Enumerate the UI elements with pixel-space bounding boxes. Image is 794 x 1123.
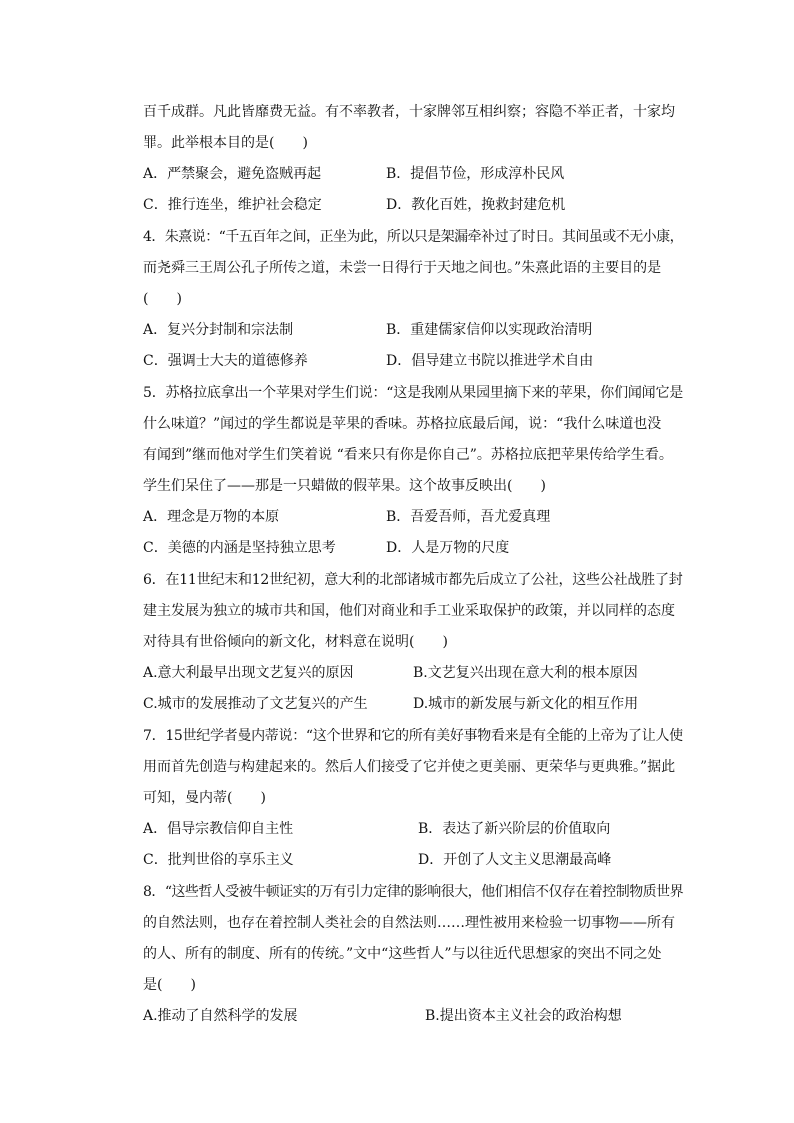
question-6-option-a: A.意大利最早出现文艺复兴的原因 <box>143 665 354 681</box>
question-7-line-2: 用而首先创造与构建起来的。然后人们接受了它并使之更美丽、更荣华与更典雅。”据此 <box>143 759 676 775</box>
question-5-option-c: C．美德的内涵是坚持独立思考 <box>143 540 336 556</box>
question-3-option-c: C．推行连坐，维护社会稳定 <box>143 197 322 213</box>
question-5-option-a: A．理念是万物的本原 <box>143 509 280 525</box>
question-3-option-b: B．提倡节俭，形成淳朴民风 <box>386 166 565 182</box>
question-4-line-1: 4．朱熹说：“千五百年之间，正坐为此，所以只是架漏牵补过了时日。其间虽或不无小康， <box>143 229 684 245</box>
question-4-option-a: A．复兴分封制和宗法制 <box>143 322 294 338</box>
question-4-line-2: 而尧舜三王周公孔子所传之道，未尝一日得行于天地之间也。”朱熹此语的主要目的是 <box>143 260 662 276</box>
question-6-option-b: B.文艺复兴出现在意大利的根本原因 <box>413 665 638 681</box>
question-5-line-3: 有闻到”继而他对学生们笑着说 “看来只有你是你自己”。苏格拉底把苹果传给学生看。 <box>143 447 673 463</box>
question-5-line-4: 学生们呆住了——那是一只蜡做的假苹果。这个故事反映出( ) <box>143 478 546 494</box>
question-4-option-b: B．重建儒家信仰以实现政治清明 <box>386 322 593 338</box>
question-8-option-a: A.推动了自然科学的发展 <box>143 1008 298 1024</box>
question-6-line-2: 建主发展为独立的城市共和国，他们对商业和手工业采取保护的政策，并以同样的态度 <box>143 603 675 619</box>
question-8-line-1: 8．“这些哲人受被牛顿证实的万有引力定律的影响很大，他们相信不仅存在着控制物质世界 <box>143 884 684 900</box>
question-3-line-1: 百千成群。凡此皆靡费无益。有不率教者，十家牌邻互相纠察；容隐不举正者，十家均 <box>143 104 675 120</box>
question-8-option-b: B.提出资本主义社会的政治构想 <box>425 1008 622 1024</box>
question-7-option-c: C．批判世俗的享乐主义 <box>143 852 294 868</box>
question-6-option-c: C.城市的发展推动了文艺复兴的产生 <box>143 696 368 712</box>
question-6-line-3: 对待具有世俗倾向的新文化，材料意在说明( ) <box>143 634 448 650</box>
question-4-option-d: D．倡导建立书院以推进学术自由 <box>386 353 594 369</box>
question-3-line-2: 罪。此举根本目的是( ) <box>143 135 308 151</box>
question-8-line-3: 的人、所有的制度、所有的传统。”文中“这些哲人”与以往近代思想家的突出不同之处 <box>143 946 662 962</box>
question-7-option-b: B．表达了新兴阶层的价值取向 <box>418 821 611 837</box>
question-5-line-1: 5．苏格拉底拿出一个苹果对学生们说：“这是我刚从果园里摘下来的苹果，你们闻闻它是 <box>143 385 684 401</box>
question-3-option-d: D．教化百姓，挽救封建危机 <box>386 197 566 213</box>
question-8-line-4: 是( ) <box>143 977 196 993</box>
question-5-line-2: 什么味道？”闻过的学生都说是苹果的香味。苏格拉底最后闻，说：“我什么味道也没 <box>143 416 662 432</box>
question-6-option-d: D.城市的新发展与新文化的相互作用 <box>413 696 639 712</box>
question-8-line-2: 的自然法则，也存在着控制人类社会的自然法则……理性被用来检验一切事物——所有 <box>143 915 675 931</box>
question-7-line-3: 可知，曼内蒂( ) <box>143 790 266 806</box>
question-5-option-d: D．人是万物的尺度 <box>386 540 510 556</box>
question-7-option-a: A．倡导宗教信仰自主性 <box>143 821 294 837</box>
question-3-option-a: A．严禁聚会，避免盗贼再起 <box>143 166 322 182</box>
question-5-option-b: B．吾爱吾师，吾尤爱真理 <box>386 509 551 525</box>
question-7-option-d: D．开创了人文主义思潮最高峰 <box>418 852 612 868</box>
question-4-option-c: C．强调士大夫的道德修养 <box>143 353 308 369</box>
question-6-line-1: 6．在11世纪末和12世纪初，意大利的北部诸城市都先后成立了公社，这些公社战胜了封 <box>143 572 683 588</box>
question-7-line-1: 7．15世纪学者曼内蒂说：“这个世界和它的所有美好事物看来是有全能的上帝为了让人使 <box>143 728 683 744</box>
question-4-line-3: ( ) <box>143 291 182 307</box>
